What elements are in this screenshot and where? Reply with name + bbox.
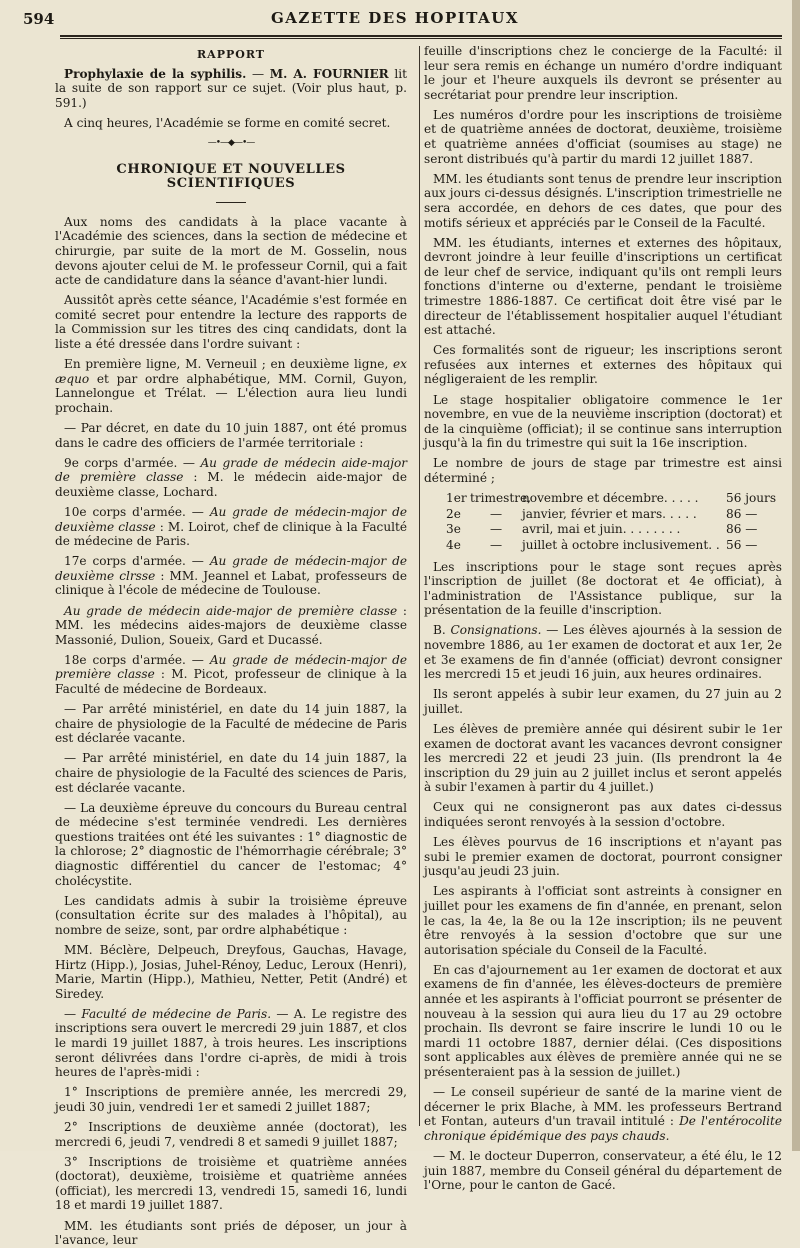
text-run: : MM. les médecins aides-majors de deuxième classe Massonié, Dulion, Soueix, Gard et Ducassé. — [55, 603, 408, 647]
text-run: et par ordre alphabétique, MM. Cornil, Guyon, Lannelongue et Trélat. — L'élection aura lieu lundi prochain. — [55, 371, 407, 415]
article-paragraph: Les numéros d'ordre pour les inscriptions de troisième et de quatrième années de doctorat, deuxième, troisième et quatrième années d'officiat (soumises au stage) ne seront distribués qu'à partir du mardi 12 juillet 1887. — [424, 107, 782, 166]
text-run: : MM. Jeannel et Labat, professeurs de clinique à l'école de médecine de Toulouse. — [55, 568, 407, 598]
text-run: — Le conseil supérieur de santé de la marine vient de décerner le prix Blache, à MM. les professeurs Bertrand et Fontan, auteurs d'un travail intitulé : — [424, 1085, 782, 1129]
text-run: — A. Le registre des inscriptions sera ouvert le mercredi 29 juin 1887, et clos le mardi 19 juillet 1887, à trois heures. Les inscriptions seront délivrées dans l'ordre ci-après, de midi à trois heures de l'après-midi : — [55, 1006, 407, 1080]
article-paragraph: — Par arrêté ministériel, en date du 14 juin 1887, la chaire de physiologie de la Faculté des sciences de Paris, est déclarée vacante. — [55, 751, 407, 795]
text-run: — Les élèves ajournés à la session de novembre 1886, au 1er examen de doctorat et aux 1er, 2e et 3e examens de fin d'année (officiat) devront consigner les mercredi 15 et jeudi 16 juin, aux heures ordinaires. — [424, 623, 783, 682]
ornament-divider: —•—◆—•— — [207, 137, 255, 148]
article-paragraph: 1° Inscriptions de première année, les mercredi 29, jeudi 30 juin, vendredi 1er et samedi 2 juillet 1887; — [55, 1085, 407, 1114]
article-paragraph: — M. le docteur Duperron, conservateur, a été élu, le 12 juin 1887, membre du Conseil général du département de l'Orne, pour le canton de Gacé. — [424, 1148, 782, 1193]
italic-run: Au grade de médecin-major de deuxième clrsse — [55, 554, 407, 583]
italic-run: Au grade de médecin-major de première classe — [55, 652, 407, 682]
rapport-heading: RAPPORT — [197, 48, 265, 61]
table-cell: — — [489, 537, 503, 552]
text-run: 17e corps d'armée. — — [64, 554, 210, 569]
rapport-closing: A cinq heures, l'Académie se forme en comité secret. — [64, 115, 391, 130]
table-cell: trimestre, — [470, 491, 531, 506]
table-cell: 86 — — [726, 506, 758, 521]
rapport-text: lit la suite de son rapport sur ce sujet. (Voir plus haut, p. 591.) — [55, 66, 407, 110]
table-cell: 86 — — [726, 522, 758, 537]
left-column — [55, 44, 408, 1248]
article-paragraph — [55, 604, 407, 648]
italic-run: ex æquo — [55, 357, 407, 386]
article-paragraph — [424, 1085, 782, 1143]
article-paragraph: Les élèves de première année qui désirent subir le 1er examen de doctorat avant les vacances devront consigner les mercredi 22 et jeudi 23 juin. (Ils prendront la 4e inscription du 29 juin au 2 juillet inclus et seront appelés à subir l'examen à partir du 4 juillet.) — [424, 721, 782, 795]
table-row — [424, 522, 782, 538]
journal-title: GAZETTE DES HOPITAUX — [270, 9, 519, 27]
italic-run: Au grade de médecin aide-major de première classe — [55, 455, 408, 485]
text-run: 10e corps d'armée. — — [64, 504, 210, 519]
italic-run: De l'entérocolite chronique épidémique des pays chauds. — [424, 1114, 782, 1143]
text-run: 9e corps d'armée. — — [64, 455, 201, 470]
table-cell: 4e — [446, 537, 461, 552]
section-rule — [216, 202, 246, 203]
table-cell: — — [489, 506, 503, 521]
text-run: : M. le médecin aide-major de deuxième classe, Lochard. — [55, 470, 407, 499]
table-cell: novembre et décembre. . . . . — [522, 491, 699, 506]
article-paragraph: Les inscriptions pour le stage sont reçues après l'inscription de juillet (8e doctorat et 4e officiat), à l'administration de l'Assistance publique, sur la présentation de la feuille d'inscription. — [424, 559, 782, 618]
article-paragraph: Ces formalités sont de rigueur; les inscriptions seront refusées aux internes et externes des hôpitaux qui négligeraient de les remplir. — [424, 343, 782, 387]
article-paragraph: MM. les étudiants, internes et externes des hôpitaux, devront joindre à leur feuille d'inscriptions un certificat de leur chef de service, indiquant qu'ils ont rempli leurs fonctions d'interne ou d'externe, pendant le troisième trimestre 1886-1887. Ce certificat doit être visé par le directeur de l'établissement hospitalier auquel l'étudiant est attaché. — [424, 235, 782, 338]
article-paragraph: — La deuxième épreuve du concours du Bureau central de médecine s'est terminée vendredi. Les dernières questions traitées ont été les suivantes : 1° diagnostic de la chlorose; 2° diagnostic de l'hémorrhagie cérébrale; 3° diagnostic différentiel du cancer de l'estomac; 4° cholécystite. — [55, 800, 407, 888]
article-paragraph — [55, 1007, 407, 1080]
table-row — [424, 491, 782, 507]
article-paragraph: feuille d'inscriptions chez le concierge de la Faculté: il leur sera remis en échange un numéro d'ordre indiquant le jour et l'heure auxquels ils devront se présenter au secrétariat pour prendre leur inscription. — [424, 44, 782, 102]
article-paragraph: Le nombre de jours de stage par trimestre est ainsi déterminé ; — [424, 456, 782, 486]
table-cell: 2e — [446, 506, 461, 521]
page-number: 594 — [23, 10, 55, 28]
table-cell: janvier, février et mars. . . . . — [522, 506, 697, 521]
table-row — [424, 507, 782, 523]
article-paragraph — [55, 357, 407, 415]
rapport-paragraph: Prophylaxie de la syphilis. — M. A. FOURNIER lit la suite de son rapport sur ce sujet. (Voir plus haut, p. 591.) — [55, 66, 407, 110]
article-paragraph: Les candidats admis à subir la troisième épreuve (consultation écrite sur des malades à l'hôpital), au nombre de seize, sont, par ordre alphabétique : — [55, 893, 407, 937]
header-rule — [60, 35, 782, 39]
table-cell: 56 jours — [726, 491, 777, 506]
article-paragraph — [424, 623, 782, 681]
table-cell: 3e — [446, 522, 461, 537]
article-paragraph: Les élèves pourvus de 16 inscriptions et n'ayant pas subi le premier examen de doctorat, pourront consigner jusqu'au jeudi 23 juin. — [424, 835, 782, 879]
right-column — [424, 44, 783, 1193]
stage-table — [424, 491, 782, 553]
page-header — [0, 4, 790, 32]
article-paragraph: 2° Inscriptions de deuxième année (doctorat), les mercredi 6, jeudi 7, vendredi 8 et samedi 9 juillet 1887; — [55, 1120, 407, 1149]
article-paragraph: Aussitôt après cette séance, l'Académie s'est formée en comité secret pour entendre la lecture des rapports de la Commission sur les titres des cinq candidats, dont la liste a été dressée dans l'ordre suivant : — [55, 293, 407, 351]
rapport-author: M. A. FOURNIER — [269, 66, 389, 81]
article-paragraph: — Par arrêté ministériel, en date du 14 juin 1887, la chaire de physiologie de la Faculté de médecine de Paris est déclarée vacante. — [55, 702, 407, 746]
article-paragraph: — Par décret, en date du 10 juin 1887, ont été promus dans le cadre des officiers de l'armée territoriale : — [55, 420, 407, 450]
table-cell: — — [489, 522, 503, 537]
page-edge — [792, 0, 800, 1151]
article-paragraph: En cas d'ajournement au 1er examen de doctorat et aux examens de fin d'année, les élèves-docteurs de première année et les aspirants à l'officiat pourront se présenter de nouveau à la session qui aura lieu du 17 au 29 octobre prochain. Ils devront se faire inscrire le lundi 10 ou le mardi 11 octobre 1887, dernier délai. (Ces dispositions sont applicables aux élèves de première année qui ne se présenteraient pas à la session de juillet.) — [424, 962, 782, 1079]
article-paragraph — [55, 456, 407, 500]
article-paragraph: Les aspirants à l'officiat sont astreints à consigner en juillet pour les examens de fin d'année, en prenant, selon le cas, la 4e, la 8e ou la 12e inscription; ils ne peuvent être renvoyés à la session d'octobre que sur une autorisation spéciale du Conseil de la Faculté. — [424, 884, 782, 957]
article-paragraph: Ils seront appelés à subir leur examen, du 27 juin au 2 juillet. — [424, 687, 782, 716]
italic-run: Au grade de médecin-major de deuxième classe — [55, 504, 407, 534]
italic-run: Au grade de médecin aide-major de première classe — [64, 603, 398, 618]
article-paragraph: MM. Béclère, Delpeuch, Dreyfous, Gauchas, Havage, Hirtz (Hipp.), Josias, Juhel-Rénoy, Leduc, Leroux (Henri), Marie, Martin (Hipp.), Mathieu, Netter, Petit (André) et Siredey. — [55, 942, 407, 1001]
text-run: 18e corps d'armée. — — [64, 652, 210, 667]
text-run: B. — [433, 623, 451, 638]
italic-run: Faculté de médecine de Paris. — [81, 1006, 272, 1021]
table-cell: 1er — [446, 491, 467, 506]
table-cell: juillet à octobre inclusivement. . — [522, 537, 720, 552]
rapport-subject: Prophylaxie de la syphilis. — [64, 66, 247, 81]
table-cell: avril, mai et juin. . . . . . . . — [522, 522, 681, 537]
article-paragraph: MM. les étudiants sont priés de déposer, un jour à l'avance, leur — [55, 1218, 407, 1248]
article-paragraph — [55, 554, 407, 598]
column-divider — [419, 46, 420, 1126]
article-paragraph: Le stage hospitalier obligatoire commence le 1er novembre, en vue de la neuvième inscription (doctorat) et de la cinquième (officiat); il se continue sans interruption jusqu'à la fin du trimestre qui suit la 16e inscription. — [424, 392, 782, 451]
article-paragraph: MM. les étudiants sont tenus de prendre leur inscription aux jours ci-dessus désignés. L'inscription trimestrielle ne sera accordée, en dehors de ces dates, que pour des motifs sérieux et appréciés par le Conseil de la Faculté. — [424, 171, 782, 230]
table-cell: 56 — — [726, 537, 758, 552]
table-row — [424, 538, 782, 554]
text-run: : M. Picot, professeur de clinique à la Faculté de médecine de Bordeaux. — [55, 667, 407, 696]
article-paragraph — [55, 505, 407, 549]
article-paragraph: Aux noms des candidats à la place vacante à l'Académie des sciences, dans la section de médecine et chirurgie, par suite de la mort de M. Gosselin, nous devons ajouter celui de M. le professeur Cornil, qui a fait acte de candidature dans la séance d'avant-hier lundi. — [55, 214, 407, 288]
article-paragraph — [55, 653, 407, 697]
text-run: — — [64, 1006, 82, 1021]
italic-run: Consignations. — [450, 623, 542, 638]
section-title: CHRONIQUE ET NOUVELLES SCIENTIFIQUES — [116, 161, 346, 192]
text-run: En première ligne, M. Verneuil ; en deuxième ligne, — [64, 357, 394, 372]
text-run: : M. Loirot, chef de clinique à la Faculté de médecine de Paris. — [55, 519, 407, 549]
article-paragraph: 3° Inscriptions de troisième et quatrième années (doctorat), deuxième, troisième et quatrième années (officiat), les mercredi 13, vendredi 15, samedi 16, lundi 18 et mardi 19 juillet 1887. — [55, 1154, 407, 1213]
article-paragraph: Ceux qui ne consigneront pas aux dates ci-dessus indiquées seront renvoyés à la session d'octobre. — [424, 800, 782, 829]
